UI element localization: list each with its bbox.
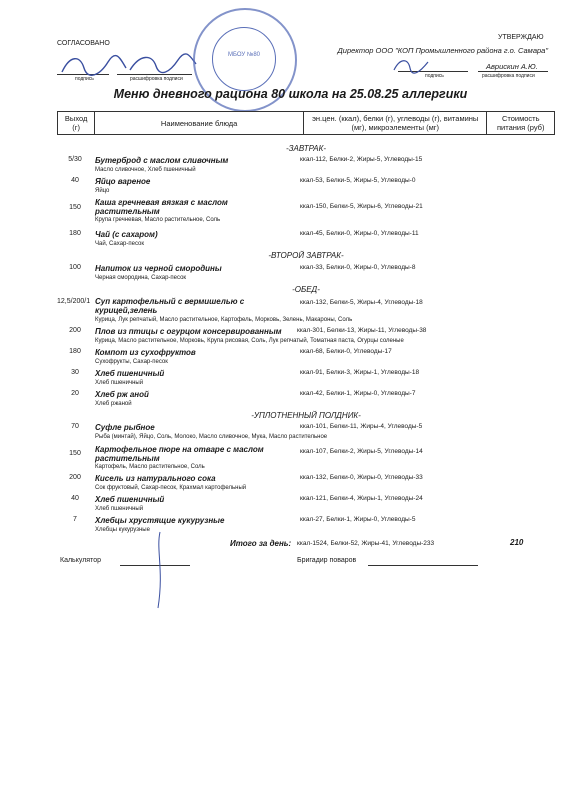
row-dish-name: Бутерброд с маслом сливочным <box>95 156 229 165</box>
row-dish-name: Напиток из черной смородины <box>95 264 222 273</box>
row-output: 70 <box>71 423 79 430</box>
row-dish-name: Плов из птицы с огурцом консервированным <box>95 327 282 336</box>
row-output: 30 <box>71 369 79 376</box>
row-dish-name: Компот из сухофруктов <box>95 348 196 357</box>
row-nutrition: ккал-91, Белки-3, Жиры-1, Углеводы-18 <box>300 369 420 376</box>
row-dish-name: Суп картофельный с вермишелью с курицей,зелень <box>95 297 245 315</box>
row-dish-name: Кисель из натурального сока <box>95 474 216 483</box>
row-dish-name: Хлеб рж аной <box>95 390 149 399</box>
director-line: Директор ООО "КОП Промышленного района г.о. Самара" <box>337 46 548 55</box>
row-output: 12,5/200/1 <box>57 298 91 305</box>
row-ingredients: Масло сливочное, Хлеб пшеничный <box>95 167 196 173</box>
col-cost: Стоимость питания (руб) <box>487 112 555 135</box>
row-nutrition: ккал-33, Белки-0, Жиры-0, Углеводы-8 <box>300 264 416 271</box>
row-dish-name: Яйцо вареное <box>95 177 151 186</box>
calculator-label: Калькулятор <box>60 557 101 564</box>
section-title: -ОБЕД- <box>292 285 320 294</box>
row-nutrition: ккал-132, Белки-0, Жиры-0, Углеводы-33 <box>300 474 423 481</box>
approved-label: СОГЛАСОВАНО <box>57 40 110 47</box>
col-output: Выход (г) <box>58 112 95 135</box>
row-ingredients: Рыба (минтай), Яйцо, Соль, Молоко, Масло сливочное, Мука, Масло растительное <box>95 434 328 440</box>
row-dish-name: Чай (с сахаром) <box>95 230 158 239</box>
row-ingredients: Курица, Лук репчатый, Масло растительное, Картофель, Морковь, Зелень, Макароны, Соль <box>95 317 353 323</box>
row-output: 180 <box>69 348 81 355</box>
row-ingredients: Сухофрукты, Сахар-песок <box>95 359 168 365</box>
row-dish-name: Картофельное пюре на отваре с маслом растительным <box>95 445 264 463</box>
row-nutrition: ккал-27, Белки-1, Жиры-0, Углеводы-5 <box>300 516 416 523</box>
brigadier-label: Бригадир поваров <box>297 557 357 564</box>
row-output: 150 <box>69 204 81 211</box>
sig-caption-right-2: расшифровка подписи <box>482 73 535 79</box>
section-title: -УПЛОТНЕННЫЙ ПОЛДНИК- <box>251 411 361 420</box>
row-nutrition: ккал-121, Белки-4, Жиры-1, Углеводы-24 <box>300 495 423 502</box>
row-nutrition: ккал-132, Белки-5, Жиры-4, Углеводы-18 <box>300 299 423 306</box>
row-output: 200 <box>69 474 81 481</box>
sig-caption-left-1: подпись <box>75 76 94 82</box>
row-nutrition: ккал-101, Белки-11, Жиры-4, Углеводы-5 <box>300 423 423 430</box>
row-nutrition: ккал-150, Белки-5, Жиры-6, Углеводы-21 <box>300 203 423 210</box>
row-output: 150 <box>69 450 81 457</box>
handwritten-signature-left <box>60 50 200 78</box>
row-nutrition: ккал-112, Белки-2, Жиры-5, Углеводы-15 <box>300 156 423 163</box>
total-label: Итого за день: <box>230 539 292 548</box>
sig-caption-left-2: расшифровка подписи <box>130 76 183 82</box>
sig-caption-right-1: подпись <box>425 73 444 79</box>
approve-label: УТВЕРЖДАЮ <box>498 34 544 41</box>
row-dish-name: Хлебцы хрустящие кукурузные <box>95 516 225 525</box>
row-ingredients: Курица, Масло растительное, Морковь, Крупа рисовая, Соль, Лук репчатый, Томатная паста, Огурцы соленые <box>95 338 404 344</box>
row-dish-name: Хлеб пшеничный <box>95 495 165 504</box>
row-dish-name: Суфле рыбное <box>95 423 155 432</box>
total-nutrition: ккал-1524, Белки-52, Жиры-41, Углеводы-233 <box>297 540 435 547</box>
section-title: -ЗАВТРАК- <box>285 144 327 153</box>
row-dish-name: Хлеб пшеничный <box>95 369 165 378</box>
row-ingredients: Яйцо <box>95 188 110 194</box>
total-cost: 210 <box>510 538 524 547</box>
sig-line-right-2 <box>478 71 548 72</box>
row-output: 100 <box>69 264 81 271</box>
menu-table-header <box>57 111 555 135</box>
row-ingredients: Хлеб ржаной <box>95 401 132 407</box>
row-output: 5/30 <box>68 156 82 163</box>
row-output: 180 <box>69 230 81 237</box>
row-output: 200 <box>69 327 81 334</box>
row-ingredients: Хлебцы кукурузные <box>95 527 150 533</box>
row-output: 7 <box>73 516 77 523</box>
row-ingredients: Сок фруктовый, Сахар-песок, Крахмал картофельный <box>95 485 247 491</box>
row-nutrition: ккал-45, Белки-0, Жиры-0, Углеводы-11 <box>300 230 419 237</box>
row-nutrition: ккал-68, Белки-0, Углеводы-17 <box>300 348 392 355</box>
col-name: Наименование блюда <box>95 112 304 135</box>
stamp-seal-text: МБОУ №80 <box>228 52 260 58</box>
section-title: -ВТОРОЙ ЗАВТРАК- <box>268 251 344 260</box>
row-output: 40 <box>71 177 79 184</box>
col-energy: эн.цен. (ккал), белки (г), углеводы (г), витамины (мг), микроэлементы (мг) <box>303 112 486 135</box>
page-title: Меню дневного рациона 80 школа на 25.08.25 аллергики <box>113 87 468 101</box>
row-dish-name: Каша гречневая вязкая с маслом растительным <box>95 198 228 216</box>
row-ingredients: Чай, Сахар-песок <box>95 241 144 247</box>
director-name: Аврискин А.Ю. <box>486 62 538 71</box>
row-ingredients: Хлеб пшеничный <box>95 506 144 512</box>
stamp-seal-inner <box>212 27 276 91</box>
row-nutrition: ккал-53, Белки-5, Жиры-5, Углеводы-0 <box>300 177 416 184</box>
brigadier-sign-line <box>368 565 478 566</box>
row-nutrition: ккал-42, Белки-1, Жиры-0, Углеводы-7 <box>300 390 416 397</box>
handwritten-signature-right <box>392 56 432 74</box>
row-output: 20 <box>71 390 79 397</box>
row-ingredients: Хлеб пшеничный <box>95 380 144 386</box>
row-ingredients: Картофель, Масло растительное, Соль <box>95 464 205 470</box>
signature-stroke <box>150 530 170 610</box>
row-ingredients: Черная смородина, Сахар-песок <box>95 275 187 281</box>
row-nutrition: ккал-301, Белки-13, Жиры-11, Углеводы-38 <box>297 327 427 334</box>
row-nutrition: ккал-107, Белки-2, Жиры-5, Углеводы-14 <box>300 448 423 455</box>
row-ingredients: Крупа гречневая, Масло растительное, Соль <box>95 217 221 223</box>
row-output: 40 <box>71 495 79 502</box>
